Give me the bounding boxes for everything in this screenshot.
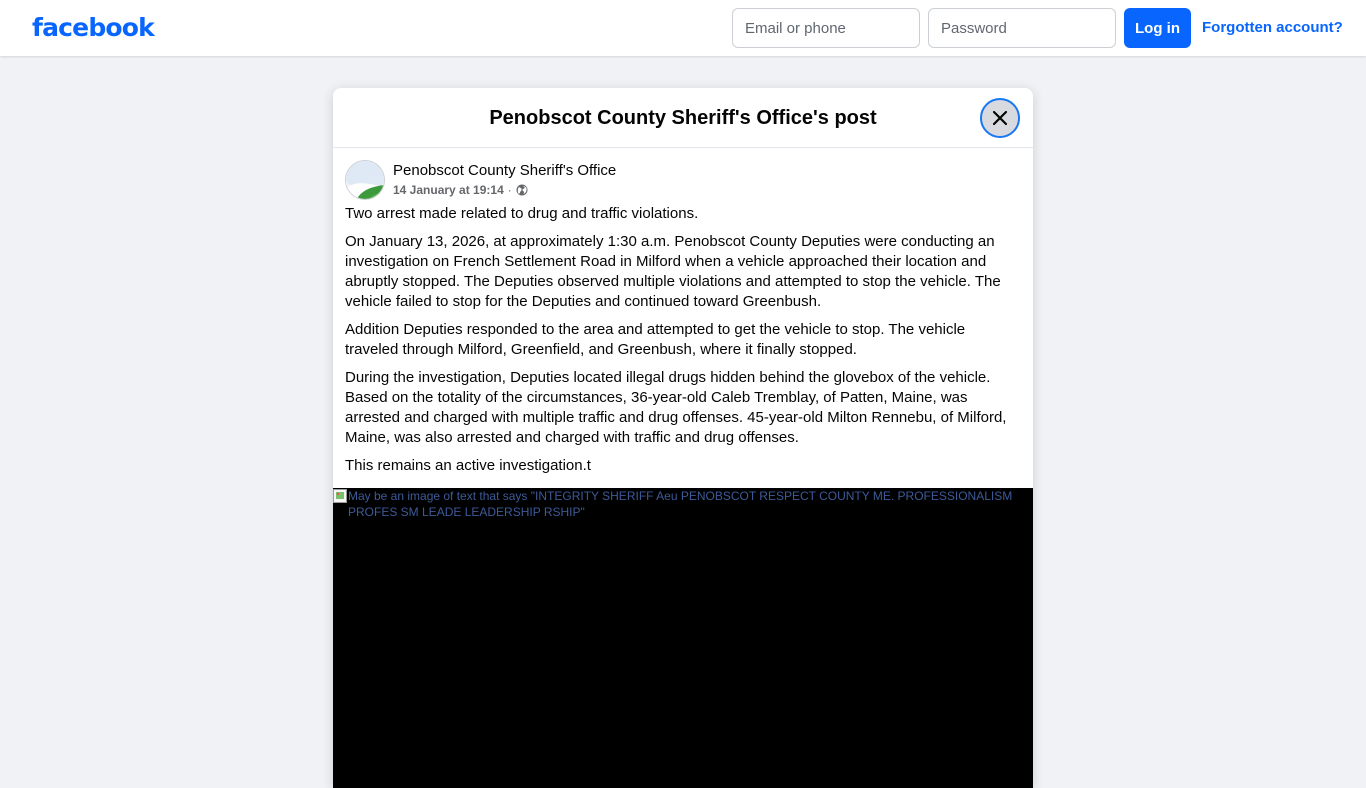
post-meta — [393, 182, 528, 198]
author-name[interactable]: Penobscot County Sheriff's Office — [393, 162, 617, 179]
avatar[interactable] — [345, 160, 385, 200]
post-paragraph: During the investigation, Deputies located illegal drugs hidden behind the glovebox of the vehicle. Based on the totality of the circumstances, 36-year-old Caleb Tremblay, of Patten, Maine, was arrested and charged with multiple traffic and drug offenses. 45-year-old Milton Rennebu, of Milford, Maine, was also arrested and charged with traffic and drug offenses. — [345, 369, 1007, 446]
broken-image-icon — [333, 489, 347, 503]
post-body — [333, 200, 1033, 476]
post-image[interactable] — [333, 488, 1033, 788]
login-button[interactable]: Log in — [1124, 8, 1191, 48]
image-alt-label: May be an image of text that says "INTEGRITY SHERIFF Aeu PENOBSCOT RESPECT COUNTY ME. PROFESSIONALISM PROFES SM LEADE LEADERSHIP RSHIP" — [348, 489, 1013, 519]
image-alt-text — [333, 488, 1033, 520]
post-modal — [333, 88, 1033, 788]
password-field[interactable] — [928, 8, 1116, 48]
post-header — [333, 148, 1033, 200]
post-paragraph: Two arrest made related to drug and traffic violations. — [345, 205, 699, 222]
top-bar — [0, 0, 1366, 56]
globe-icon — [516, 184, 528, 196]
forgot-account-link[interactable]: Forgotten account? — [1202, 19, 1343, 36]
email-field[interactable] — [732, 8, 920, 48]
meta-separator: · — [507, 183, 512, 197]
post-paragraph: Addition Deputies responded to the area and attempted to get the vehicle to stop. The vehicle traveled through Milford, Greenfield, and Greenbush, where it finally stopped. — [345, 321, 966, 358]
close-button[interactable] — [980, 98, 1020, 138]
post-date[interactable]: 14 January at 19:14 — [393, 183, 504, 197]
post-paragraph: On January 13, 2026, at approximately 1:30 a.m. Penobscot County Deputies were conducting an investigation on French Settlement Road in Milford when a vehicle approached their location and abruptly stopped. The Deputies observed multiple violations and attempted to stop the vehicle. The vehicle failed to stop for the Deputies and continued toward Greenbush. — [345, 233, 1001, 310]
modal-header — [333, 88, 1033, 148]
post-paragraph: This remains an active investigation.t — [345, 457, 591, 474]
modal-title: Penobscot County Sheriff's Office's post — [489, 107, 877, 129]
facebook-logo[interactable]: facebook — [32, 13, 154, 42]
close-icon — [992, 110, 1008, 126]
